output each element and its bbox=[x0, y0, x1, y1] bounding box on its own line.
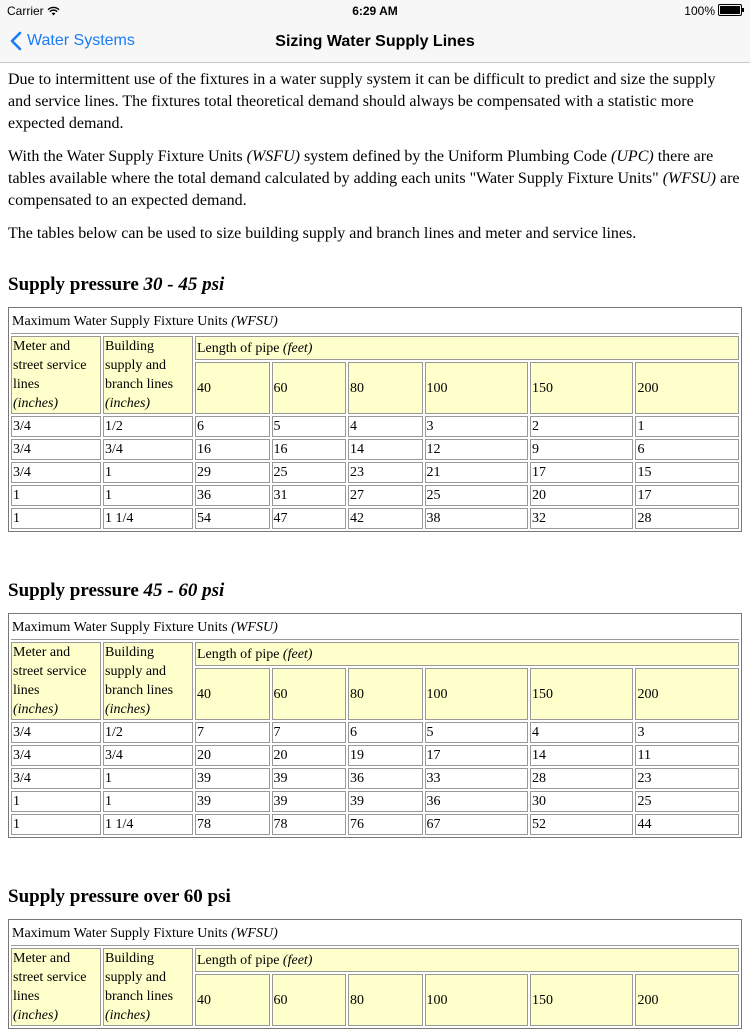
intro-paragraph-1: Due to intermittent use of the fixtures in a water supply system it can be difficult to predict and size the supply and service lines. The fixtures total theoretical demand should always be compensated with a statistic more expected demand. bbox=[8, 71, 716, 132]
header-row bbox=[11, 948, 739, 972]
table-cell: 25 bbox=[635, 791, 739, 812]
length-header-100: 100 bbox=[425, 362, 528, 414]
length-header-60: 60 bbox=[272, 668, 347, 720]
table-cell: 17 bbox=[425, 745, 528, 766]
table-caption: Maximum Water Supply Fixture Units (WFSU) bbox=[11, 616, 739, 640]
table-cell: 20 bbox=[195, 745, 270, 766]
caption-row bbox=[11, 616, 739, 640]
table-row bbox=[11, 745, 739, 766]
table-cell: 16 bbox=[195, 439, 270, 460]
table-cell: 78 bbox=[195, 814, 270, 835]
table-cell: 1 bbox=[103, 462, 193, 483]
table-cell: 1 1/4 bbox=[103, 508, 193, 529]
table-cell: 1 bbox=[11, 508, 101, 529]
length-header-40: 40 bbox=[195, 974, 270, 1026]
length-header-80: 80 bbox=[348, 668, 423, 720]
navigation-bar bbox=[0, 22, 750, 63]
meter-column-header: Meter and street service lines (inches) bbox=[11, 642, 101, 720]
length-header-200: 200 bbox=[635, 668, 739, 720]
section-30-45 bbox=[0, 273, 750, 532]
table-caption: Maximum Water Supply Fixture Units (WFSU) bbox=[11, 310, 739, 334]
page-title: Sizing Water Supply Lines bbox=[275, 33, 475, 50]
length-header-60: 60 bbox=[272, 362, 347, 414]
table-row bbox=[11, 814, 739, 835]
meter-column-header: Meter and street service lines (inches) bbox=[11, 336, 101, 414]
table-cell: 7 bbox=[272, 722, 347, 743]
table-cell: 5 bbox=[425, 722, 528, 743]
table-row bbox=[11, 722, 739, 743]
building-column-header: Building supply and branch lines (inches) bbox=[103, 948, 193, 1026]
section-heading: Supply pressure 30 - 45 psi bbox=[8, 274, 225, 295]
table-cell: 36 bbox=[195, 485, 270, 506]
table-row bbox=[11, 439, 739, 460]
table-cell: 38 bbox=[425, 508, 528, 529]
table-cell: 14 bbox=[348, 439, 423, 460]
length-header-150: 150 bbox=[530, 362, 633, 414]
table-cell: 39 bbox=[195, 791, 270, 812]
table-cell: 16 bbox=[272, 439, 347, 460]
section-heading: Supply pressure over 60 psi bbox=[8, 886, 231, 907]
length-header-200: 200 bbox=[635, 362, 739, 414]
table-cell: 67 bbox=[425, 814, 528, 835]
table-cell: 21 bbox=[425, 462, 528, 483]
table-cell: 6 bbox=[195, 416, 270, 437]
table-cell: 33 bbox=[425, 768, 528, 789]
table-cell: 3/4 bbox=[11, 416, 101, 437]
length-header-40: 40 bbox=[195, 668, 270, 720]
table-row bbox=[11, 768, 739, 789]
table-cell: 1/2 bbox=[103, 416, 193, 437]
table-cell: 4 bbox=[530, 722, 633, 743]
section-over-60 bbox=[0, 885, 750, 1029]
intro-paragraph-2: With the Water Supply Fixture Units (WSFU) system defined by the Uniform Plumbing Code (UPC) there are tables available where the total demand calculated by adding each units "Water Supply Fixture Units" (WFSU) are compensated to an expected demand. bbox=[8, 148, 740, 209]
table-cell: 20 bbox=[530, 485, 633, 506]
table-cell: 36 bbox=[425, 791, 528, 812]
table-cell: 29 bbox=[195, 462, 270, 483]
section-45-60 bbox=[0, 579, 750, 838]
wfsu-table bbox=[8, 613, 742, 838]
building-column-header: Building supply and branch lines (inches) bbox=[103, 336, 193, 414]
table-cell: 3 bbox=[425, 416, 528, 437]
table-cell: 3/4 bbox=[11, 722, 101, 743]
table-cell: 20 bbox=[272, 745, 347, 766]
table-cell: 39 bbox=[348, 791, 423, 812]
intro-paragraph-3: The tables below can be used to size building supply and branch lines and meter and service lines. bbox=[8, 225, 637, 242]
table-cell: 25 bbox=[425, 485, 528, 506]
table-cell: 47 bbox=[272, 508, 347, 529]
table-cell: 11 bbox=[635, 745, 739, 766]
length-header-100: 100 bbox=[425, 668, 528, 720]
length-header-80: 80 bbox=[348, 974, 423, 1026]
table-row bbox=[11, 791, 739, 812]
table-cell: 6 bbox=[348, 722, 423, 743]
table-row bbox=[11, 462, 739, 483]
table-cell: 39 bbox=[272, 791, 347, 812]
table-cell: 7 bbox=[195, 722, 270, 743]
table-cell: 1 bbox=[11, 814, 101, 835]
table-cell: 12 bbox=[425, 439, 528, 460]
table-row bbox=[11, 508, 739, 529]
table-cell: 3/4 bbox=[103, 745, 193, 766]
wfsu-table bbox=[8, 919, 742, 1029]
meter-column-header: Meter and street service lines (inches) bbox=[11, 948, 101, 1026]
table-cell: 27 bbox=[348, 485, 423, 506]
table-cell: 9 bbox=[530, 439, 633, 460]
table-cell: 76 bbox=[348, 814, 423, 835]
table-cell: 1 bbox=[11, 791, 101, 812]
article-content bbox=[0, 63, 750, 1023]
table-cell: 52 bbox=[530, 814, 633, 835]
length-header-100: 100 bbox=[425, 974, 528, 1026]
table-row bbox=[11, 416, 739, 437]
clock: 6:29 AM bbox=[352, 4, 398, 18]
table-cell: 1 bbox=[103, 791, 193, 812]
table-cell: 54 bbox=[195, 508, 270, 529]
table-cell: 28 bbox=[530, 768, 633, 789]
table-caption: Maximum Water Supply Fixture Units (WFSU) bbox=[11, 922, 739, 946]
length-header: Length of pipe (feet) bbox=[195, 948, 739, 972]
table-cell: 3/4 bbox=[103, 439, 193, 460]
section-heading: Supply pressure 45 - 60 psi bbox=[8, 580, 225, 601]
length-header-150: 150 bbox=[530, 974, 633, 1026]
battery-indicator: 100% bbox=[684, 4, 742, 18]
table-cell: 2 bbox=[530, 416, 633, 437]
table-cell: 36 bbox=[348, 768, 423, 789]
table-cell: 17 bbox=[635, 485, 739, 506]
table-cell: 1 bbox=[103, 485, 193, 506]
table-cell: 25 bbox=[272, 462, 347, 483]
length-header: Length of pipe (feet) bbox=[195, 642, 739, 666]
table-cell: 1/2 bbox=[103, 722, 193, 743]
table-cell: 1 bbox=[103, 768, 193, 789]
table-cell: 6 bbox=[635, 439, 739, 460]
table-cell: 4 bbox=[348, 416, 423, 437]
table-cell: 5 bbox=[272, 416, 347, 437]
table-cell: 30 bbox=[530, 791, 633, 812]
table-cell: 3/4 bbox=[11, 745, 101, 766]
table-cell: 1 bbox=[635, 416, 739, 437]
table-cell: 23 bbox=[348, 462, 423, 483]
back-button-label: Water Systems bbox=[27, 32, 135, 49]
caption-row bbox=[11, 922, 739, 946]
battery-icon bbox=[718, 4, 742, 16]
table-cell: 44 bbox=[635, 814, 739, 835]
table-cell: 23 bbox=[635, 768, 739, 789]
table-cell: 3 bbox=[635, 722, 739, 743]
table-cell: 1 bbox=[11, 485, 101, 506]
table-cell: 3/4 bbox=[11, 462, 101, 483]
carrier-label: Carrier bbox=[7, 4, 60, 18]
caption-row bbox=[11, 310, 739, 334]
table-cell: 39 bbox=[272, 768, 347, 789]
table-cell: 78 bbox=[272, 814, 347, 835]
wfsu-table bbox=[8, 307, 742, 532]
length-header-80: 80 bbox=[348, 362, 423, 414]
table-cell: 17 bbox=[530, 462, 633, 483]
length-header: Length of pipe (feet) bbox=[195, 336, 739, 360]
table-cell: 3/4 bbox=[11, 768, 101, 789]
length-header-200: 200 bbox=[635, 974, 739, 1026]
table-cell: 31 bbox=[272, 485, 347, 506]
table-cell: 15 bbox=[635, 462, 739, 483]
table-cell: 19 bbox=[348, 745, 423, 766]
table-cell: 3/4 bbox=[11, 439, 101, 460]
length-header-40: 40 bbox=[195, 362, 270, 414]
table-cell: 14 bbox=[530, 745, 633, 766]
status-bar bbox=[0, 0, 750, 22]
table-cell: 1 1/4 bbox=[103, 814, 193, 835]
table-cell: 42 bbox=[348, 508, 423, 529]
table-cell: 28 bbox=[635, 508, 739, 529]
building-column-header: Building supply and branch lines (inches) bbox=[103, 642, 193, 720]
length-header-60: 60 bbox=[272, 974, 347, 1026]
header-row bbox=[11, 642, 739, 666]
table-cell: 39 bbox=[195, 768, 270, 789]
table-cell: 32 bbox=[530, 508, 633, 529]
length-header-150: 150 bbox=[530, 668, 633, 720]
header-row bbox=[11, 336, 739, 360]
table-row bbox=[11, 485, 739, 506]
